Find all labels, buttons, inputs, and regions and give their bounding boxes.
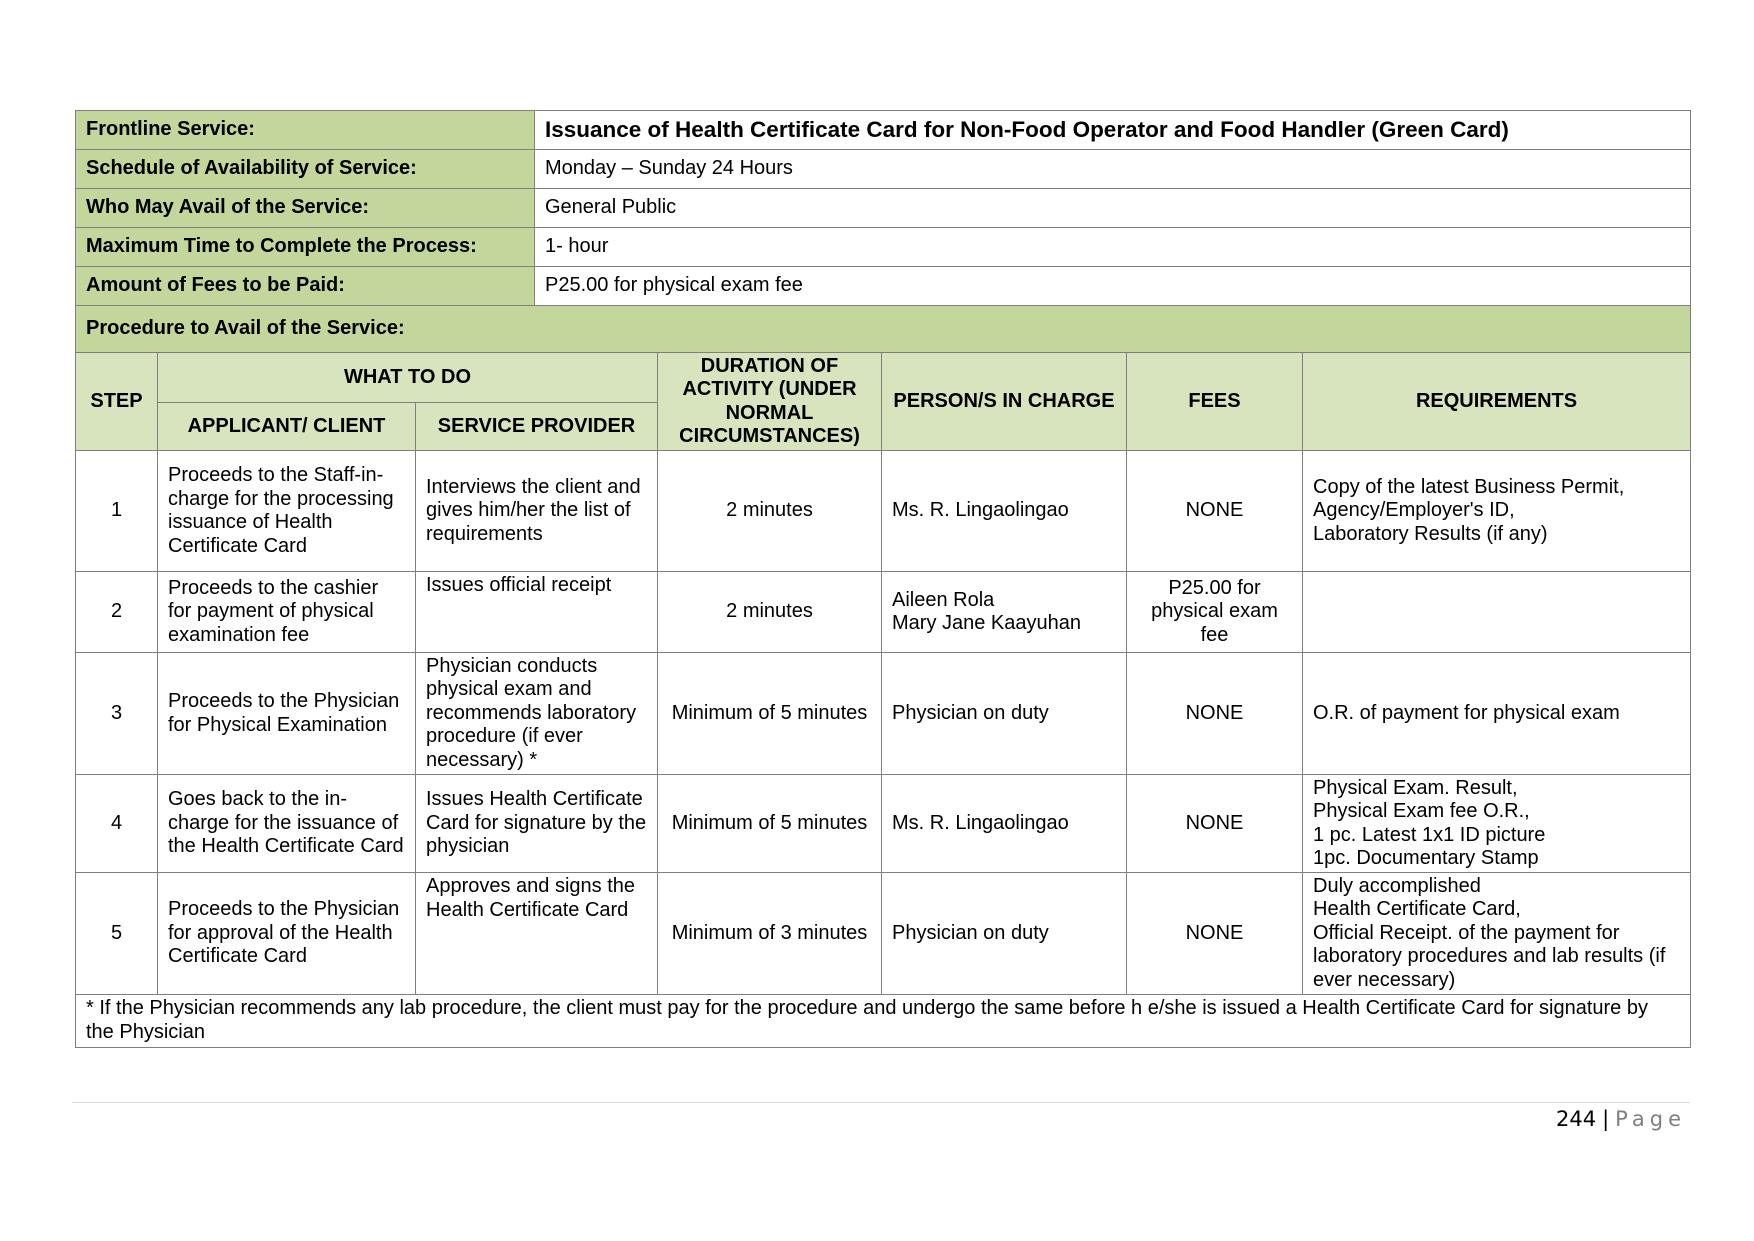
citizens-charter-table	[75, 110, 1691, 1048]
table-row	[76, 572, 1691, 653]
applicant-action: Proceeds to the Physician for approval of the Health Certificate Card	[158, 873, 416, 995]
fees: NONE	[1127, 451, 1303, 572]
step-number: 1	[76, 451, 158, 572]
provider-action: Issues official receipt	[416, 572, 658, 653]
max-time-label: Maximum Time to Complete the Process:	[76, 228, 535, 267]
footnote: * If the Physician recommends any lab procedure, the client must pay for the procedure and undergo the same before h e/she is issued a Health Certificate Card for signature by the Physician	[76, 995, 1691, 1048]
fees: NONE	[1127, 873, 1303, 995]
step-number: 2	[76, 572, 158, 653]
what-to-do-header: WHAT TO DO	[158, 353, 658, 403]
provider-action: Interviews the client and gives him/her the list of requirements	[416, 451, 658, 572]
fees-row	[76, 267, 1691, 306]
frontline-label: Frontline Service:	[76, 111, 535, 150]
table-row	[76, 653, 1691, 775]
duration-header: DURATION OF ACTIVITY (UNDER NORMAL CIRCUMSTANCES)	[658, 353, 882, 451]
requirements: O.R. of payment for physical exam	[1303, 653, 1691, 775]
fees: NONE	[1127, 653, 1303, 775]
duration: Minimum of 5 minutes	[658, 775, 882, 873]
applicant-client-header: APPLICANT/ CLIENT	[158, 403, 416, 451]
max-time-value: 1- hour	[535, 228, 1691, 267]
table-row	[76, 873, 1691, 995]
provider-action: Issues Health Certificate Card for signature by the physician	[416, 775, 658, 873]
frontline-row	[76, 111, 1691, 150]
fees-label: Amount of Fees to be Paid:	[76, 267, 535, 306]
duration: 2 minutes	[658, 572, 882, 653]
duration: Minimum of 5 minutes	[658, 653, 882, 775]
step-header: STEP	[76, 353, 158, 451]
schedule-label: Schedule of Availability of Service:	[76, 150, 535, 189]
applicant-action: Goes back to the in-charge for the issuance of the Health Certificate Card	[158, 775, 416, 873]
applicant-action: Proceeds to the Staff-in-charge for the processing issuance of Health Certificate Card	[158, 451, 416, 572]
duration: Minimum of 3 minutes	[658, 873, 882, 995]
person-in-charge: Ms. R. Lingaolingao	[882, 775, 1127, 873]
page-word: Page	[1615, 1107, 1686, 1131]
person-in-charge-header: PERSON/S IN CHARGE	[882, 353, 1127, 451]
applicant-action: Proceeds to the Physician for Physical Examination	[158, 653, 416, 775]
table-row	[76, 451, 1691, 572]
page-number: 244	[1555, 1107, 1597, 1131]
person-in-charge: Physician on duty	[882, 653, 1127, 775]
footer-divider	[72, 1102, 1690, 1103]
frontline-value: Issuance of Health Certificate Card for Non-Food Operator and Food Handler (Green Card)	[535, 111, 1691, 150]
requirements-header: REQUIREMENTS	[1303, 353, 1691, 451]
person-in-charge: Ms. R. Lingaolingao	[882, 451, 1127, 572]
procedure-row	[76, 306, 1691, 353]
fees: NONE	[1127, 775, 1303, 873]
step-number: 5	[76, 873, 158, 995]
person-in-charge: Aileen Rola Mary Jane Kaayuhan	[882, 572, 1127, 653]
provider-action: Approves and signs the Health Certificate Card	[416, 873, 658, 995]
requirements	[1303, 572, 1691, 653]
max-time-row	[76, 228, 1691, 267]
who-value: General Public	[535, 189, 1691, 228]
column-header-row-1	[76, 353, 1691, 403]
who-row	[76, 189, 1691, 228]
page-number-footer	[1556, 1107, 1686, 1131]
table-row	[76, 775, 1691, 873]
fees: P25.00 for physical exam fee	[1127, 572, 1303, 653]
who-label: Who May Avail of the Service:	[76, 189, 535, 228]
schedule-row	[76, 150, 1691, 189]
requirements: Copy of the latest Business Permit, Agency/Employer's ID, Laboratory Results (if any)	[1303, 451, 1691, 572]
duration: 2 minutes	[658, 451, 882, 572]
fees-value: P25.00 for physical exam fee	[535, 267, 1691, 306]
service-provider-header: SERVICE PROVIDER	[416, 403, 658, 451]
step-number: 4	[76, 775, 158, 873]
step-number: 3	[76, 653, 158, 775]
fees-header: FEES	[1127, 353, 1303, 451]
procedure-label: Procedure to Avail of the Service:	[76, 306, 1691, 353]
page-separator: |	[1602, 1107, 1610, 1131]
schedule-value: Monday – Sunday 24 Hours	[535, 150, 1691, 189]
applicant-action: Proceeds to the cashier for payment of physical examination fee	[158, 572, 416, 653]
note-row	[76, 995, 1691, 1048]
person-in-charge: Physician on duty	[882, 873, 1127, 995]
requirements: Physical Exam. Result, Physical Exam fee O.R., 1 pc. Latest 1x1 ID picture 1pc. Documentary Stamp	[1303, 775, 1691, 873]
provider-action: Physician conducts physical exam and recommends laboratory procedure (if ever necessary) *	[416, 653, 658, 775]
requirements: Duly accomplished Health Certificate Card, Official Receipt. of the payment for laboratory procedures and lab results (if ever necessary)	[1303, 873, 1691, 995]
